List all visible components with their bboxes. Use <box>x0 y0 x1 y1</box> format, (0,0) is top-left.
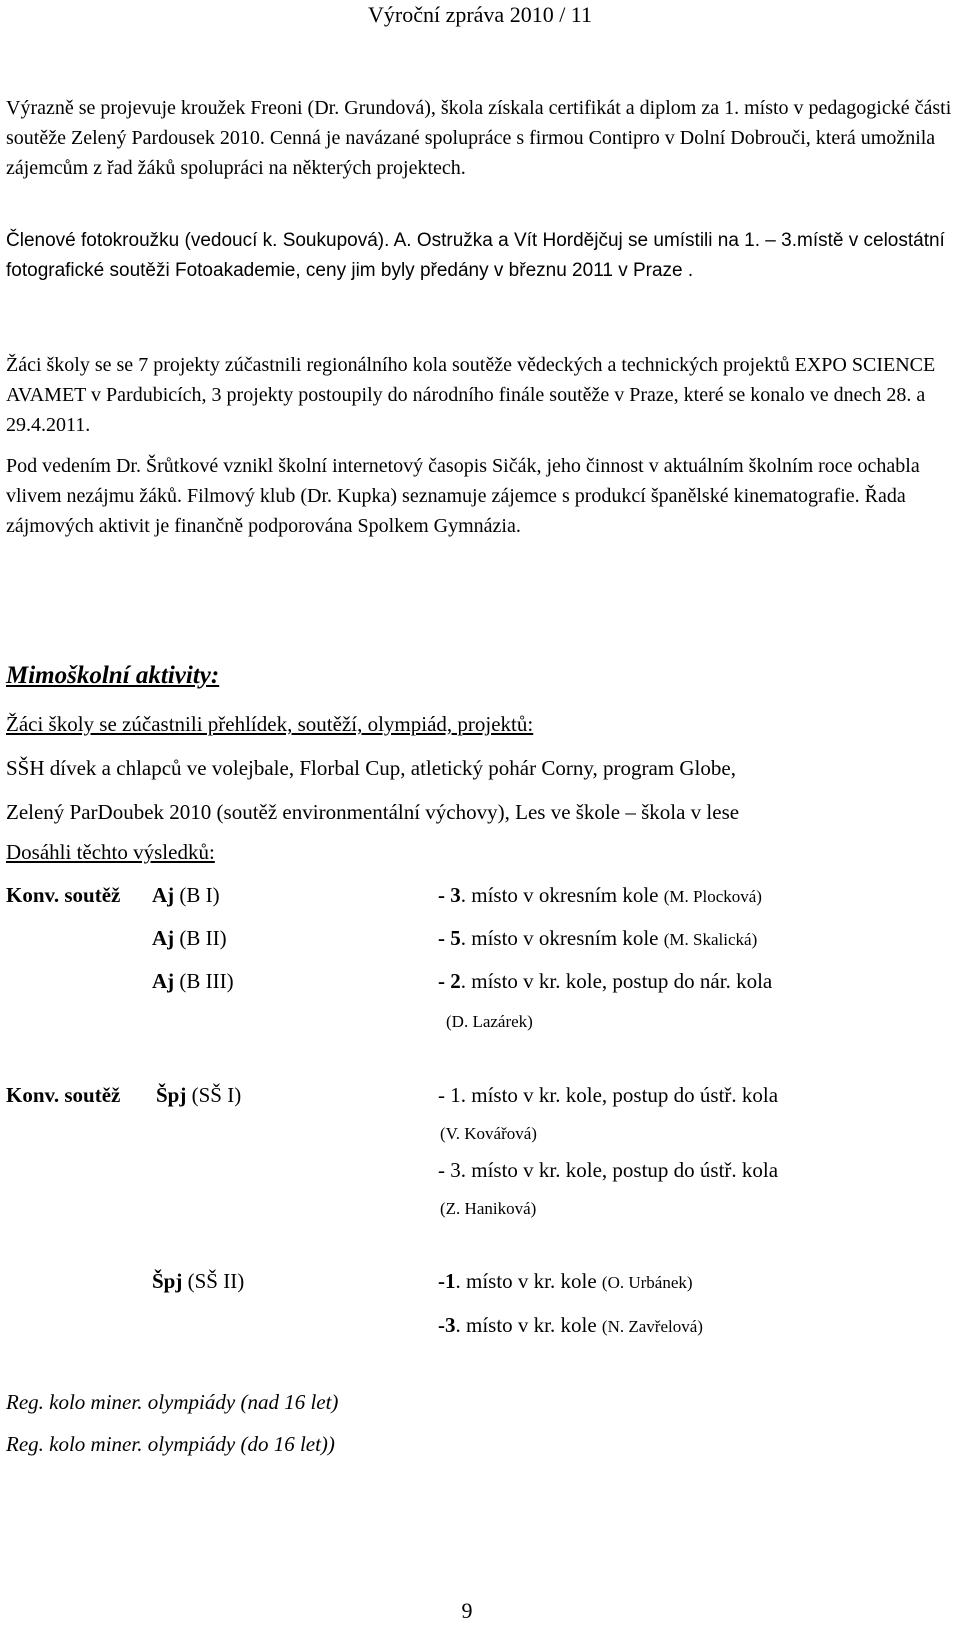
teacher-name: (N. Zavřelová) <box>601 1317 703 1336</box>
activities-line-2: Zelený ParDoubek 2010 (soutěž environmentální výchovy), Les ve škole – škola v lese <box>6 800 740 824</box>
result-subject-aj-3 <box>152 969 234 994</box>
section-heading: Mimoškolní aktivity: <box>6 662 220 689</box>
result-aj-3 <box>438 969 772 994</box>
category: (B II) <box>179 926 227 950</box>
paragraph-freoni: Výrazně se projevuje kroužek Freoni (Dr. Grundová), škola získala certifikát a diplom za 1. místo v pedagogické části soutěže Zelený Pardousek 2010. Cenná je navázané spolupráce s firmou Contipro v Dolní Dobrouči, která umožnila zájemcům z řad žáků spolupráci na některých projektech. <box>6 97 952 179</box>
result-spj-2b <box>438 1313 703 1338</box>
subject-spj: Špj <box>156 1083 187 1107</box>
result-aj-3-teacher: (D. Lazárek) <box>446 1012 533 1031</box>
category: (SŠ I) <box>191 1083 242 1107</box>
konv-label: Konv. soutěž <box>6 1083 121 1107</box>
result-subject-aj-1 <box>152 883 220 908</box>
result-spj-2a <box>438 1269 693 1294</box>
placement-text: . místo v okresním kole <box>460 883 659 907</box>
konv-label: Konv. soutěž <box>6 883 121 907</box>
placement-text: . místo v kr. kole, postup do nár. kola <box>460 969 773 993</box>
teacher-name: (M. Skalická) <box>663 930 758 949</box>
result-spj-1b-teacher: (Z. Haniková) <box>440 1199 537 1218</box>
result-spj-1a: - 1. místo v kr. kole, postup do ústř. kola <box>438 1083 779 1107</box>
placement: -3 <box>438 1313 456 1337</box>
page-header-title: Výroční zpráva 2010 / 11 <box>367 2 592 27</box>
teacher-name: (O. Urbánek) <box>601 1273 693 1292</box>
subject-aj: Aj <box>152 926 175 950</box>
paragraph-school-magazine: Pod vedením Dr. Šrůtkové vznikl školní internetový časopis Sičák, jeho činnost v aktuálním školním roce ochabla vlivem nezájmu žáků. Filmový klub (Dr. Kupka) seznamuje zájemce s produkcí španělské kinematografie. Řada zájmových aktivit je finančně podporována Spolkem Gymnázia. <box>6 455 920 537</box>
result-aj-2 <box>438 926 757 951</box>
category: (B III) <box>179 969 234 993</box>
activities-line-1: SŠH dívek a chlapců ve volejbale, Florbal Cup, atletický pohár Corny, program Globe, <box>6 756 736 780</box>
subject-spj: Špj <box>152 1269 183 1293</box>
result-aj-1 <box>438 883 762 908</box>
subject-aj: Aj <box>152 969 175 993</box>
section-intro: Žáci školy se zúčastnili přehlídek, soutěží, olympiád, projektů: <box>6 712 534 736</box>
result-subject-spj-1 <box>156 1083 241 1108</box>
category: (B I) <box>179 883 220 907</box>
teacher-name: (M. Plocková) <box>663 887 762 906</box>
placement-text: . místo v okresním kole <box>460 926 659 950</box>
result-spj-1a-teacher: (V. Kovářová) <box>440 1124 537 1143</box>
olympiad-line-2: Reg. kolo miner. olympiády (do 16 let)) <box>6 1432 335 1456</box>
placement-text: . místo v kr. kole <box>455 1269 597 1293</box>
result-subject-spj-2 <box>152 1269 244 1294</box>
result-subject-aj-2 <box>152 926 227 951</box>
placement-text: . místo v kr. kole <box>455 1313 597 1337</box>
result-spj-1b: - 3. místo v kr. kole, postup do ústř. kola <box>438 1158 779 1182</box>
olympiad-line-1: Reg. kolo miner. olympiády (nad 16 let) <box>6 1390 339 1414</box>
results-heading: Dosáhli těchto výsledků: <box>6 840 215 864</box>
page-number: 9 <box>461 1598 473 1623</box>
placement: - 3 <box>438 883 461 907</box>
category: (SŠ II) <box>187 1269 245 1293</box>
placement: - 5 <box>438 926 461 950</box>
result-label-konv-2 <box>6 1083 120 1108</box>
result-label-konv-1 <box>6 883 120 908</box>
placement: -1 <box>438 1269 456 1293</box>
paragraph-expo-science: Žáci školy se se 7 projekty zúčastnili regionálního kola soutěže vědeckých a technických projektů EXPO SCIENCE AVAMET v Pardubicích, 3 projekty postoupily do národního finále soutěže v Praze, které se konalo ve dnech 28. a 29.4.2011. <box>6 354 936 436</box>
placement: - 2 <box>438 969 461 993</box>
paragraph-photo-club: Členové fotokroužku (vedoucí k. Soukupová). A. Ostružka a Vít Hordějčuj se umístili na 1. – 3.místě v celostátní fotografické soutěži Fotoakademie, ceny jim byly předány v březnu 2011 v Praze . <box>6 230 945 281</box>
subject-aj: Aj <box>152 883 175 907</box>
